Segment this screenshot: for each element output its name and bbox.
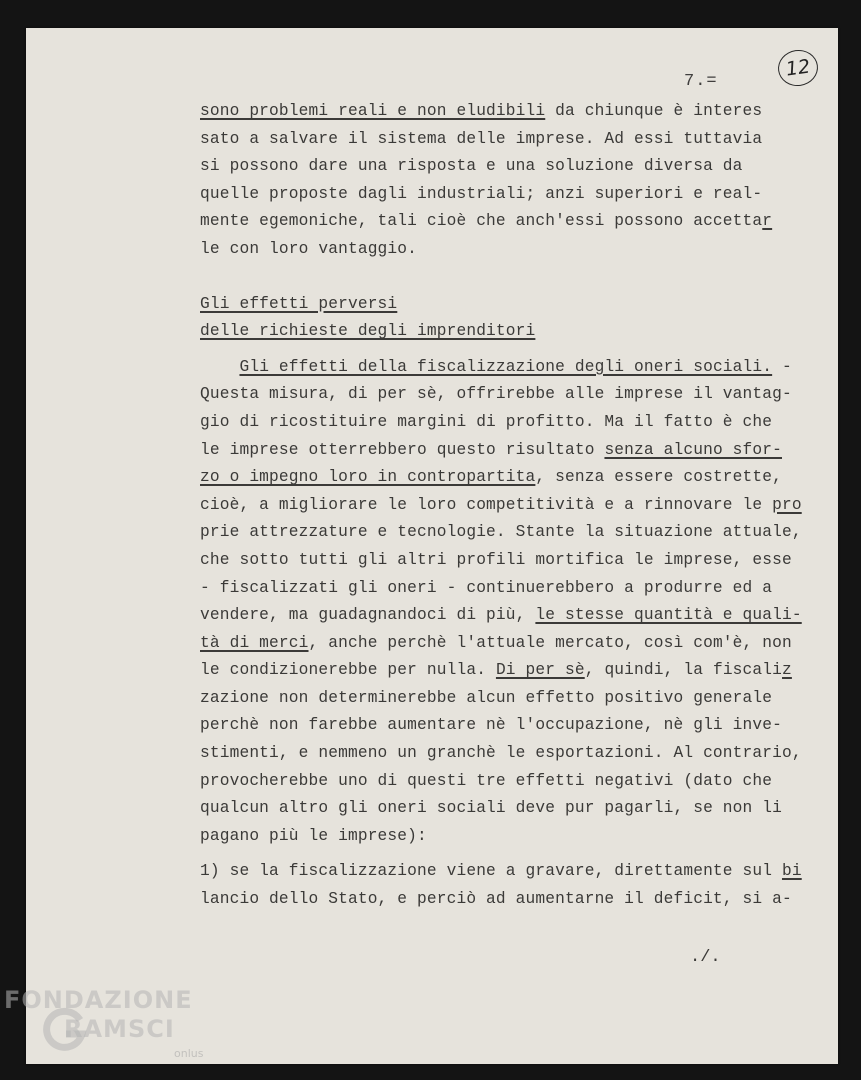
watermark-line-2: RAMSCI [64,1015,175,1043]
text-segment: Questa misura, di per sè, offrirebbe alle imprese il vantag- [200,385,792,404]
fondazione-gramsci-watermark [4,986,224,1076]
text-segment: - [772,357,792,376]
underlined-text: bi [781,862,802,881]
document-page [26,28,838,1064]
text-segment: stimenti, e nemmeno un granchè le esportazioni. Al contrario, [200,744,802,763]
text-line [200,795,800,823]
text-line [200,381,800,409]
text-segment: sato a salvare il sistema delle imprese. Ad essi tuttavia [200,129,763,148]
text-line [200,437,800,465]
text-line [200,181,800,209]
text-line [200,685,800,713]
text-line [200,712,800,740]
text-line [200,291,800,319]
text-segment: si possono dare una risposta e una soluzione diversa da [200,157,743,176]
text-segment: le imprese otterrebbero questo risultato [200,440,605,459]
text-segment: zazione non determinerebbe alcun effetto positivo generale [200,688,773,707]
text-line [200,318,800,346]
text-line [200,409,800,437]
paragraph-fiscalizzazione [200,354,800,851]
section-heading [200,291,800,346]
text-line [200,740,800,768]
page-number: 7.= [684,72,718,91]
text-segment: le con loro vantaggio. [200,239,418,258]
text-segment: , senza essere costrette, [535,468,782,487]
text-segment: gio di ricostituire margini di profitto. Ma il fatto è che [200,412,773,431]
text-segment: vendere, ma guadagnandoci di più, [200,606,536,625]
text-segment: , anche perchè l'attuale mercato, così com'è, non [308,633,792,652]
text-line [200,126,800,154]
text-segment: mente egemoniche, tali cioè che anch'essi possono accetta [200,212,763,231]
text-segment: che sotto tutti gli altri profili mortifica le imprese, esse [200,550,792,569]
text-segment: quelle proposte dagli industriali; anzi superiori e real- [200,184,763,203]
underlined-text: Gli effetti perversi [200,294,398,313]
text-line [200,547,800,575]
text-segment: provocherebbe uno di questi tre effetti negativi (dato che [200,771,773,790]
text-segment: qualcun altro gli oneri sociali deve pur pagarli, se non li [200,799,782,818]
text-line [200,657,800,685]
text-line [200,153,800,181]
paragraph-intro [200,98,800,264]
underlined-text: Gli effetti della fiscalizzazione degli oneri sociali. [239,357,773,376]
paragraph-list-item-1 [200,858,800,913]
text-segment: , quindi, la fiscali [584,661,783,680]
text-line [200,464,800,492]
text-line [200,98,800,126]
underlined-text: sono problemi reali e non eludibili [200,102,546,120]
underlined-text: tà di merci [200,633,309,652]
text-line [200,236,800,264]
text-line [200,823,800,851]
watermark-line-1: FONDAZIONE [4,986,193,1014]
text-line [200,858,800,886]
text-segment: perchè non farebbe aumentare nè l'occupazione, nè gli inve- [200,716,782,735]
underlined-text: le stesse quantità e quali- [535,606,802,625]
text-line [200,768,800,796]
text-segment: - fiscalizzati gli oneri - continuerebbero a produrre ed a [200,578,773,597]
text-line [200,575,800,603]
text-segment: 1) se la fiscalizzazione viene a gravare, direttamente sul [200,862,782,881]
underlined-text: Di per sè [495,661,585,680]
text-segment: le condizionerebbe per nulla. [200,661,496,680]
underlined-text: r [762,212,773,231]
underlined-text: z [782,661,792,680]
underlined-text: zo o impegno loro in contropartita [200,468,536,487]
text-segment: lancio dello Stato, e perciò ad aumentarne il deficit, si a- [200,890,792,909]
continuation-mark: ./. [690,948,721,967]
text-segment [200,358,239,376]
text-segment: cioè, a migliorare le loro competitività e a rinnovare le [200,495,773,514]
underlined-text: senza alcuno sfor- [604,440,782,459]
text-line [200,630,800,658]
text-segment: pagano più le imprese): [200,826,427,845]
text-segment: prie attrezzature e tecnologie. Stante la situazione attuale, [200,523,802,542]
text-line [200,519,800,547]
text-segment: da chiunque è interes [545,102,763,120]
underlined-text: delle richieste degli imprenditori [200,322,536,341]
text-line [200,354,800,382]
underlined-text: pro [772,495,802,514]
archive-number-stamp: 12 [776,47,821,88]
text-line [200,602,800,630]
text-line [200,886,800,914]
text-line [200,208,800,236]
typed-text-body [200,98,800,914]
text-line [200,492,800,520]
watermark-subtitle: onlus [174,1047,204,1060]
